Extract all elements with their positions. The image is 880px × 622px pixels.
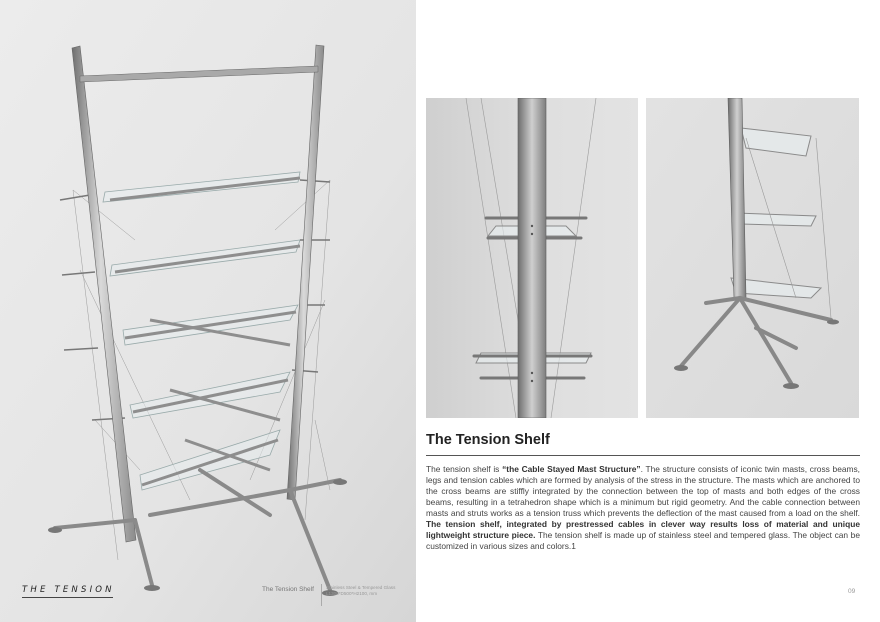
body-middle: . The structure consists of iconic twin masts, cross beams, legs and tension cables which are formed by analysis of the stress in the structure. The masts which are anchored to the cross beams are stiffly integrated by the connection between the top of masts and both edges of the cross beams, resulting in a tetrahedron shape which is a minimum but rigid geometry. And the cable connection between masts and struts works as a tension truss which prevents the deflection of the mast caused from a load on the shelf. (426, 464, 861, 518)
caption-dimensions: L1300*D500*H2100, mm (326, 590, 378, 596)
caption-divider (321, 584, 322, 606)
main-product-photo (0, 0, 416, 622)
body-end: The tension shelf is made up of stainless steel and tempered glass. The object can be customized in various sizes and colors.1 (426, 530, 860, 551)
article-body (426, 464, 860, 552)
caption-title: The Tension Shelf (262, 586, 314, 593)
heading-rule (426, 455, 860, 456)
brand-logo: THE TENSION (22, 585, 115, 595)
page-number: 09 (848, 588, 856, 595)
detail-photo-base (646, 98, 859, 418)
detail-photo-mast (426, 98, 638, 418)
caption-material: Stainless Steel & Tempered Glass (326, 585, 396, 590)
caption-details (326, 585, 416, 596)
body-intro: The tension shelf is (426, 464, 503, 474)
body-quote: “the Cable Stayed Mast Structure” (502, 464, 641, 474)
article-heading: The Tension Shelf (426, 432, 550, 448)
body-emphasis: The tension shelf, integrated by prestressed cables in clever way results loss of material and unique lightweight structure piece. (426, 519, 860, 540)
